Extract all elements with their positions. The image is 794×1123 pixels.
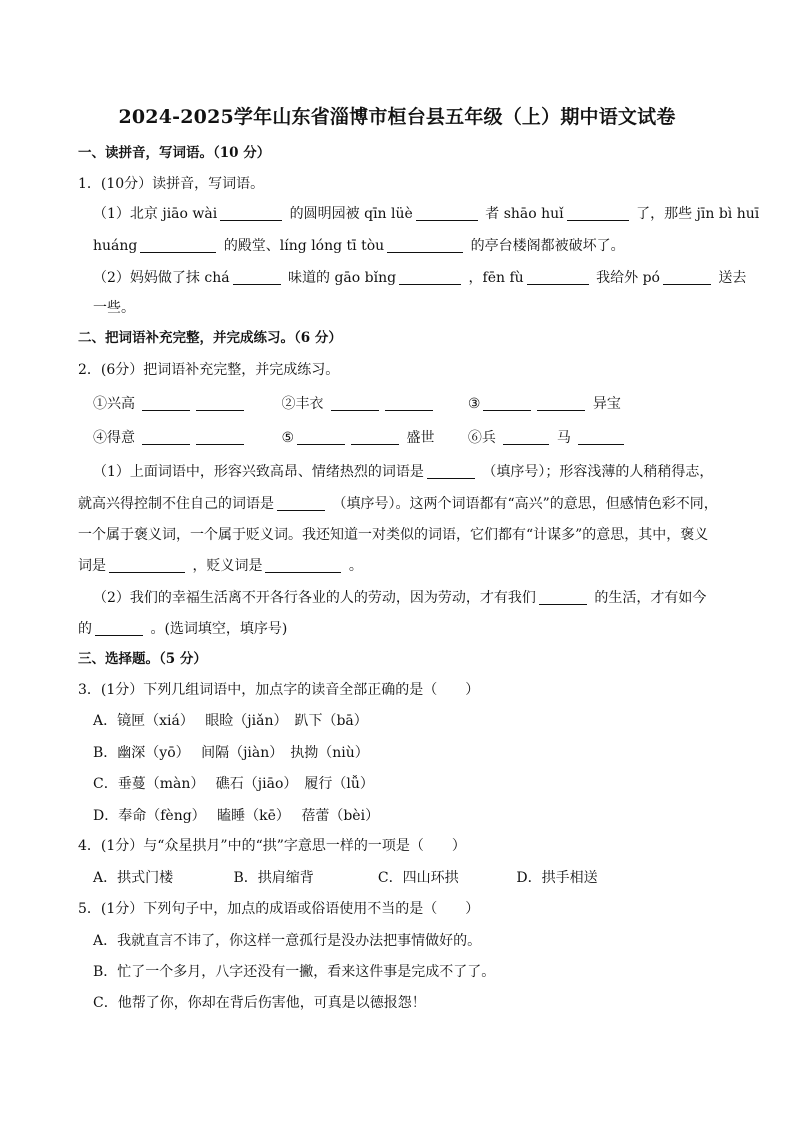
- question-4-option-b[interactable]: B．拱肩缩背: [233, 870, 314, 886]
- answer-blank[interactable]: [539, 590, 587, 605]
- answer-blank[interactable]: [196, 430, 244, 445]
- answer-blank[interactable]: [416, 206, 478, 221]
- question-1-part-1-line-2: huáng 的殿堂、líng lóng tī tòu 的亭台楼阁都被破坏了。: [93, 238, 625, 254]
- question-1-part-2-line-2: 一些。: [93, 300, 135, 316]
- question-5-option-b[interactable]: B．忙了一个多月，八字还没有一撇，看来这件事是完成不了了。: [93, 964, 496, 980]
- answer-blank[interactable]: [220, 206, 282, 221]
- question-4-option-c[interactable]: C．四山环拱: [377, 870, 459, 886]
- answer-blank[interactable]: [142, 396, 190, 411]
- idiom-item-3: ③ 异宝: [467, 396, 621, 412]
- answer-blank[interactable]: [233, 270, 281, 285]
- question-2-part-1-line-3: 一个属于褒义词，一个属于贬义词。我还知道一对类似的词语，它们都有“计谋多”的意思，其中，褒义: [78, 527, 709, 543]
- question-3-option-c[interactable]: C．垂蔓（màn） 礁石（jiāo） 履行（lǚ）: [93, 776, 374, 792]
- question-5-stem: 5．(1分）下列句子中，加点的成语或俗语使用不当的是（ ）: [78, 901, 480, 917]
- answer-blank[interactable]: [527, 270, 589, 285]
- answer-blank[interactable]: [142, 430, 190, 445]
- question-2-part-1-line-4: 词是 ，贬义词是 。: [78, 558, 363, 574]
- question-4-option-d[interactable]: D．拱手相送: [516, 870, 598, 886]
- section-heading-1: 一、读拼音，写词语。（10 分）: [78, 145, 271, 161]
- answer-blank[interactable]: [331, 396, 379, 411]
- question-4-options: [93, 868, 743, 888]
- question-3-option-b[interactable]: B．幽深（yō） 间隔（jiàn） 执拗（niù）: [93, 745, 369, 761]
- answer-blank[interactable]: [196, 396, 244, 411]
- idiom-item-4: ④得意: [93, 428, 277, 448]
- question-2-part-1-line-1: （1）上面词语中，形容兴致高昂、情绪热烈的词语是 （填序号）；形容浅薄的人稍稍得志，: [93, 464, 714, 480]
- page-title: 2024-2025学年山东省淄博市桓台县五年级（上）期中语文试卷: [118, 106, 676, 128]
- idiom-item-5: ⑤ 盛世: [281, 430, 435, 446]
- answer-blank[interactable]: [483, 396, 531, 411]
- question-5-option-a[interactable]: A．我就直言不讳了，你这样一意孤行是没办法把事情做好的。: [93, 933, 482, 949]
- answer-blank[interactable]: [387, 238, 463, 253]
- question-2-part-2-line-2: 的 。(选词填空，填序号): [78, 621, 288, 637]
- answer-blank[interactable]: [537, 396, 585, 411]
- answer-blank[interactable]: [663, 270, 711, 285]
- idiom-item-6: ⑥兵 马: [468, 428, 627, 448]
- idiom-item-1: ①兴高: [93, 394, 277, 414]
- answer-blank[interactable]: [277, 496, 325, 511]
- answer-blank[interactable]: [265, 558, 341, 573]
- idiom-row-1: [93, 394, 743, 414]
- question-4-option-a[interactable]: A．拱式门楼: [93, 870, 174, 886]
- answer-blank[interactable]: [109, 558, 185, 573]
- question-3-option-d[interactable]: D．奉命（fèng） 瞌睡（kē） 蓓蕾（bèi）: [93, 808, 380, 824]
- answer-blank[interactable]: [95, 621, 143, 636]
- section-heading-3: 三、选择题。（5 分）: [78, 651, 207, 667]
- answer-blank[interactable]: [578, 430, 624, 445]
- idiom-row-2: [93, 428, 743, 448]
- question-5-option-c[interactable]: C．他帮了你，你却在背后伤害他，可真是以德报怨！: [93, 995, 426, 1011]
- answer-blank[interactable]: [399, 270, 461, 285]
- question-1-part-2-line-1: （2）妈妈做了抹 chá 味道的 gāo bǐng ，fēn fù 我给外 pó 送去: [93, 270, 747, 286]
- answer-blank[interactable]: [140, 238, 216, 253]
- question-2-part-2-line-1: （2）我们的幸福生活离不开各行各业的人的劳动，因为劳动，才有我们 的生活，才有如今: [93, 590, 707, 606]
- question-2-stem: 2．(6分）把词语补充完整，并完成练习。: [78, 362, 340, 378]
- question-1-part-1-line-1: （1）北京 jiāo wài 的圆明园被 qīn lüè 者 shāo huǐ 了，那些 jīn bì huī: [93, 206, 760, 222]
- answer-blank[interactable]: [427, 464, 475, 479]
- section-heading-2: 二、把词语补充完整，并完成练习。（6 分）: [78, 330, 342, 346]
- answer-blank[interactable]: [503, 430, 549, 445]
- answer-blank[interactable]: [567, 206, 629, 221]
- answer-blank[interactable]: [385, 396, 433, 411]
- answer-blank[interactable]: [297, 430, 345, 445]
- question-4-stem: 4．(1分）与“众星拱月”中的“拱”字意思一样的一项是（ ）: [78, 838, 466, 854]
- question-1-stem: 1．(10分）读拼音，写词语。: [78, 176, 265, 192]
- question-3-stem: 3．(1分）下列几组词语中，加点字的读音全部正确的是（ ）: [78, 682, 480, 698]
- answer-blank[interactable]: [351, 430, 399, 445]
- question-3-option-a[interactable]: A．镜匣（xiá） 眼睑（jiǎn） 趴下（bā）: [93, 713, 368, 729]
- idiom-item-2: ②丰衣: [281, 394, 463, 414]
- question-2-part-1-line-2: 就高兴得控制不住自己的词语是 （填序号）。这两个词语都有“高兴”的意思，但感情色彩不同，: [78, 496, 718, 512]
